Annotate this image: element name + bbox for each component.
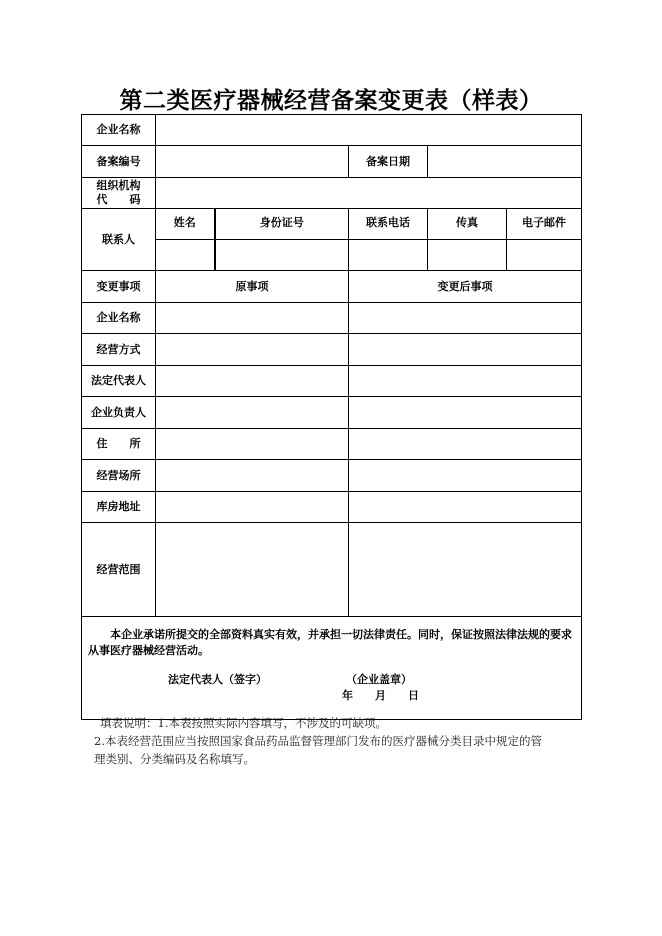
company-name-field[interactable] (156, 115, 582, 146)
original-value-field[interactable] (156, 397, 349, 429)
changed-value-field[interactable] (349, 366, 582, 397)
original-item-header: 原事项 (156, 271, 349, 303)
change-row-business-scope (82, 523, 582, 617)
original-value-field[interactable] (156, 303, 349, 334)
change-row-label: 经营场所 (82, 460, 156, 492)
signature-area (88, 673, 575, 713)
original-value-field[interactable] (156, 334, 349, 366)
change-form-table (81, 114, 582, 720)
contact-id-field[interactable] (215, 240, 349, 271)
row-filing (82, 146, 582, 178)
instruction-line-1: 填表说明：1.本表按照实际内容填写，不涉及的可缺项。 (100, 716, 387, 730)
commitment-statement: 本企业承诺所提交的全部资料真实有效，并承担一切法律责任。同时，保证按照法律法规的要求从事医疗器械经营活动。 (88, 628, 572, 657)
contact-header-phone: 联系电话 (349, 209, 428, 240)
change-row-label: 住 所 (82, 429, 156, 460)
changed-value-field[interactable] (349, 492, 582, 523)
original-value-field[interactable] (156, 460, 349, 492)
change-row-label: 法定代表人 (82, 366, 156, 397)
original-value-field[interactable] (156, 429, 349, 460)
original-value-field[interactable] (156, 366, 349, 397)
statement-cell (82, 617, 582, 720)
org-code-label-line1: 组织机构 (96, 179, 141, 192)
change-row-business-mode (82, 334, 582, 366)
change-row-warehouse-address (82, 492, 582, 523)
org-code-field[interactable] (156, 178, 582, 209)
original-value-field[interactable] (156, 492, 349, 523)
row-contact-values (82, 240, 582, 271)
changed-value-field[interactable] (349, 523, 582, 617)
change-row-company-name (82, 303, 582, 334)
org-code-label (82, 178, 156, 209)
filing-number-label: 备案编号 (82, 146, 156, 178)
company-seal-label: （企业盖章） (346, 673, 412, 686)
contact-name-field[interactable] (156, 240, 215, 271)
change-row-legal-rep (82, 366, 582, 397)
filing-date-field[interactable] (428, 146, 582, 178)
row-change-headers (82, 271, 582, 303)
changed-value-field[interactable] (349, 397, 582, 429)
company-name-label: 企业名称 (82, 115, 156, 146)
change-row-business-premises (82, 460, 582, 492)
contact-phone-field[interactable] (349, 240, 428, 271)
contact-email-field[interactable] (507, 240, 582, 271)
row-org-code (82, 178, 582, 209)
form-title: 第二类医疗器械经营备案变更表（样表） (119, 87, 543, 114)
change-row-label: 企业名称 (82, 303, 156, 334)
instruction-line-2b: 理类别、分类编码及名称填写。 (94, 752, 255, 766)
change-row-label: 经营方式 (82, 334, 156, 366)
contact-header-fax: 传真 (428, 209, 507, 240)
contact-header-name: 姓名 (156, 209, 215, 240)
change-row-responsible-person (82, 397, 582, 429)
change-row-label: 库房地址 (82, 492, 156, 523)
row-contact-headers (82, 209, 582, 240)
changed-value-field[interactable] (349, 429, 582, 460)
changed-value-field[interactable] (349, 460, 582, 492)
contact-label: 联系人 (82, 209, 156, 271)
original-value-field[interactable] (156, 523, 349, 617)
changed-value-field[interactable] (349, 334, 582, 366)
changed-item-header: 变更后事项 (349, 271, 582, 303)
filing-date-label: 备案日期 (349, 146, 428, 178)
change-row-residence (82, 429, 582, 460)
fill-instructions (94, 714, 570, 768)
contact-header-id: 身份证号 (215, 209, 349, 240)
instruction-line-2a: 2.本表经营范围应当按照国家食品药品监督管理部门发布的医疗器械分类目录中规定的管 (94, 734, 542, 748)
org-code-label-line2: 代 码 (96, 193, 141, 206)
row-company-name (82, 115, 582, 146)
change-item-label: 变更事项 (82, 271, 156, 303)
filing-number-field[interactable] (156, 146, 349, 178)
change-row-label: 经营范围 (82, 523, 156, 617)
changed-value-field[interactable] (349, 303, 582, 334)
legal-rep-signature-label: 法定代表人（签字） (168, 673, 267, 686)
date-line: 年 月 日 (342, 689, 419, 702)
row-statement (82, 617, 582, 720)
contact-fax-field[interactable] (428, 240, 507, 271)
change-row-label: 企业负责人 (82, 397, 156, 429)
contact-header-email: 电子邮件 (507, 209, 582, 240)
